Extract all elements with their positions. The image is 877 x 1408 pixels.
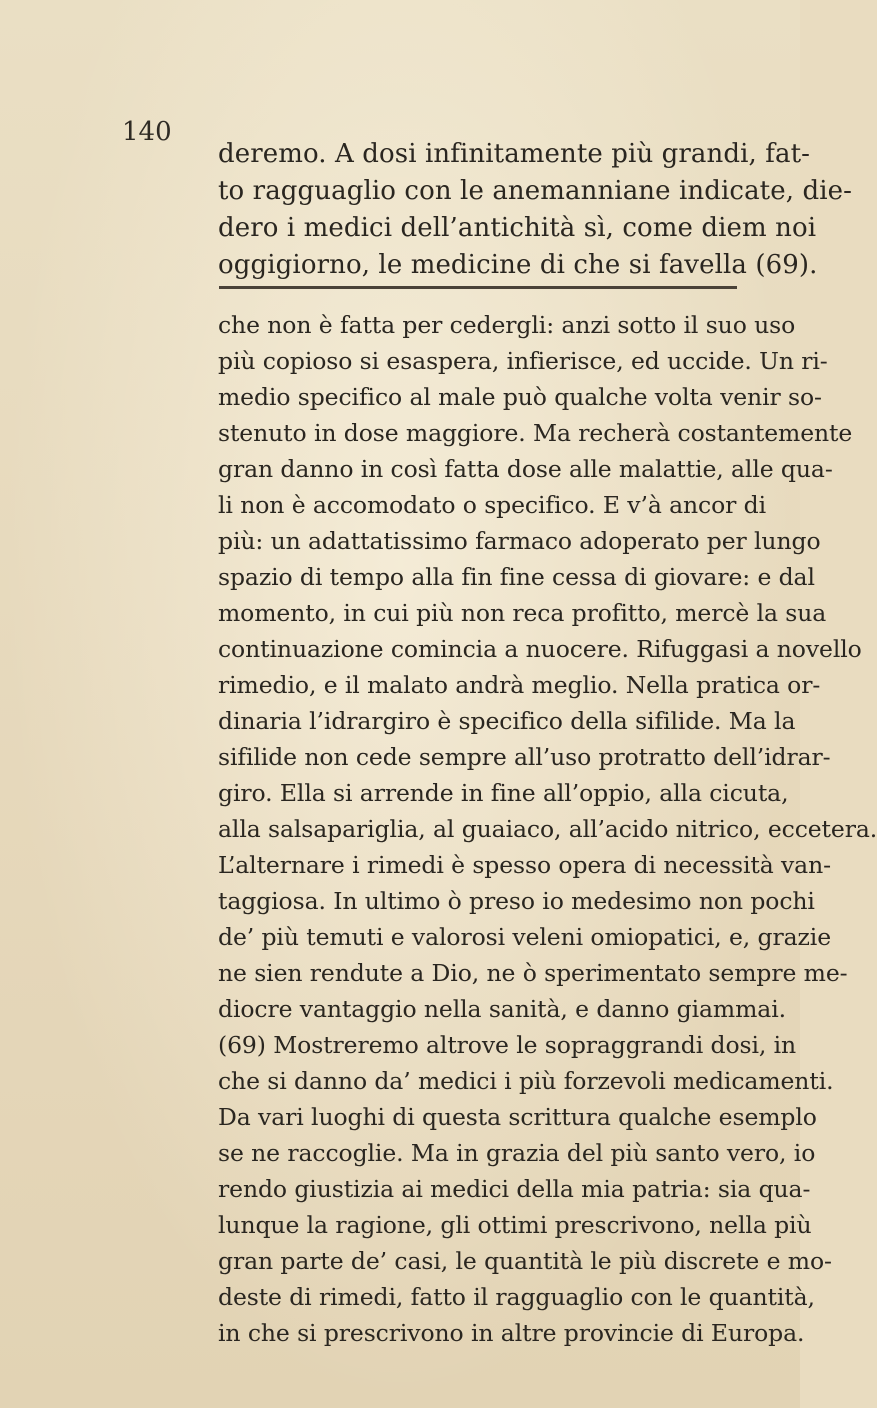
footnote-line: lunque la ragione, gli ottimi prescrivono, nella più	[218, 1211, 812, 1239]
footnote-line: in che si prescrivono in altre provincie di Europa.	[218, 1319, 805, 1347]
text-line: de’ più temuti e valorosi veleni omiopatici, e, grazie	[218, 923, 832, 951]
text-line: L’alternare i rimedi è spesso opera di necessità van-	[218, 851, 831, 879]
text-line: dinaria l’idrargiro è specifico della sifilide. Ma la	[218, 707, 796, 735]
text-line: rimedio, e il malato andrà meglio. Nella pratica or-	[218, 671, 821, 699]
text-line: giro. Ella si arrende in fine all’oppio, alla cicuta,	[218, 779, 789, 807]
footnote-line: rendo giustizia ai medici della mia patria: sia qua-	[218, 1175, 811, 1203]
footnote-line: gran parte de’ casi, le quantità le più discrete e mo-	[218, 1247, 832, 1275]
text-line: dero i medici dell’antichità sì, come diem noi	[218, 213, 817, 243]
text-line: alla salsapariglia, al guaiaco, all’acido nitrico, eccetera.	[218, 815, 877, 843]
text-line: to ragguaglio con le anemanniane indicate, die-	[218, 176, 852, 206]
continued-text-block	[218, 307, 877, 1351]
text-line: che non è fatta per cedergli: anzi sotto il suo uso	[218, 311, 796, 339]
page-number: 140	[122, 117, 172, 147]
text-line: stenuto in dose maggiore. Ma recherà costantemente	[218, 419, 853, 447]
text-line: taggiosa. In ultimo ò preso io medesimo non pochi	[218, 887, 815, 915]
text-line: gran danno in così fatta dose alle malattie, alle qua-	[218, 455, 833, 483]
footnote-line: deste di rimedi, fatto il ragguaglio con le quantità,	[218, 1283, 815, 1311]
text-line: momento, in cui più non reca profitto, mercè la sua	[218, 599, 827, 627]
text-line: oggigiorno, le medicine di che si favella (69).	[218, 250, 818, 280]
footnote-line: se ne raccoglie. Ma in grazia del più santo vero, io	[218, 1139, 816, 1167]
text-line: deremo. A dosi infinitamente più grandi, fat-	[218, 139, 811, 169]
text-line: diocre vantaggio nella sanità, e danno giammai.	[218, 995, 786, 1023]
text-line: medio specifico al male può qualche volta venir so-	[218, 383, 822, 411]
text-line: ne sien rendute a Dio, ne ò sperimentato sempre me-	[218, 959, 848, 987]
text-line: sifilide non cede sempre all’uso protratto dell’idrar-	[218, 743, 831, 771]
main-text-block	[218, 136, 852, 284]
footnote-line: che si danno da’ medici i più forzevoli medicamenti.	[218, 1067, 834, 1095]
text-line: più: un adattatissimo farmaco adoperato per lungo	[218, 527, 821, 555]
footnote-line: (69) Mostreremo altrove le sopraggrandi dosi, in	[218, 1031, 797, 1059]
text-line: li non è accomodato o specifico. E v’à ancor di	[218, 491, 767, 519]
section-separator	[219, 286, 737, 289]
text-line: continuazione comincia a nuocere. Rifuggasi a novello	[218, 635, 862, 663]
text-line: più copioso si esaspera, infierisce, ed uccide. Un ri-	[218, 347, 828, 375]
text-line: spazio di tempo alla fin fine cessa di giovare: e dal	[218, 563, 815, 591]
footnote-line: Da vari luoghi di questa scrittura qualche esemplo	[218, 1103, 817, 1131]
